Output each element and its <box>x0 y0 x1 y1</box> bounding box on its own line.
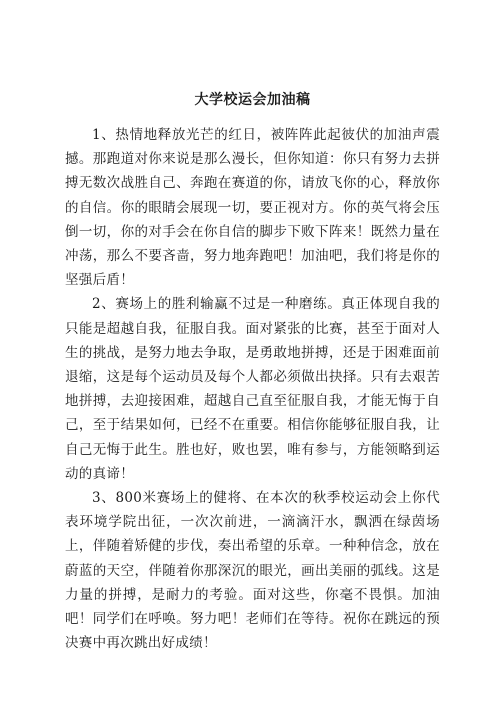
paragraph-3: 3、800米赛场上的健将、在本次的秋季校运动会上你代表环境学院出征，一次次前进，一滴滴汗水，飘洒在绿茵场上，伴随着矫健的步伐，奏出希望的乐章。一种种信念，放在蔚蓝的天空，伴随着你那深沉的眼光，画出美丽的弧线。这是力量的拼搏，是耐力的考验。面对这些，你毫不畏惧。加油吧！同学们在呼唤。努力吧！老师们在等待。祝你在跳远的预决赛中再次跳出好成绩！ <box>65 490 440 652</box>
paragraph-1: 1、热情地释放光芒的红日，被阵阵此起彼伏的加油声震撼。那跑道对你来说是那么漫长，但你知道：你只有努力去拼搏无数次战胜自己、奔跑在赛道的你，请放飞你的心，释放你的自信。你的眼睛会展现一切，要正视对方。你的英气将会压倒一切，你的对手会在你自信的脚步下败下阵来！既然力量在冲荡，那么不要吝啬，努力地奔跑吧！加油吧，我们将是你的坚强后盾！ <box>65 127 440 289</box>
paragraph-2: 2、赛场上的胜利输赢不过是一种磨练。真正体现自我的只能是超越自我，征服自我。面对紧张的比赛，甚至于面对人生的挑战，是努力地去争取，是勇敢地拼搏，还是于困难面前退缩，这是每个运动员及每个人都必须做出抉择。只有去艰苦地拼搏，去迎接困难，超越自己直至征服自我，才能无悔于自己，至于结果如何，已经不在重要。相信你能够征服自我，让自己无悔于此生。胜也好，败也罢，唯有参与，方能领略到运动的真谛！ <box>65 296 440 482</box>
document-body <box>65 123 440 655</box>
document-title: 大学校运会加油稿 <box>194 92 311 108</box>
